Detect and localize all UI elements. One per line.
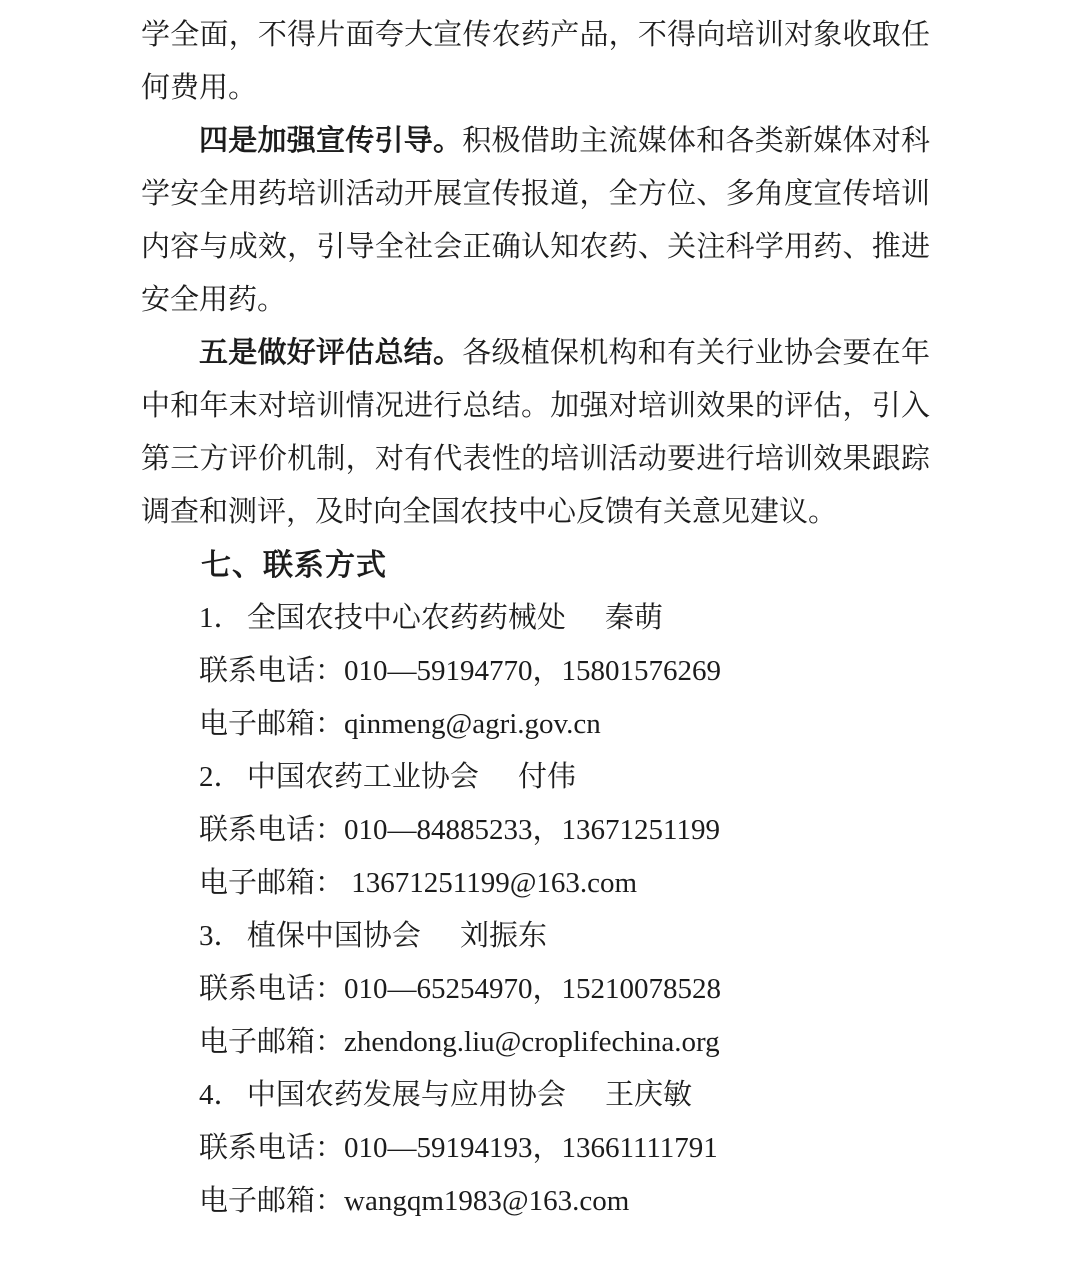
paragraph-text: 积极借助主流媒体和各类新媒体对科学安全用药培训活动开展宣传报道，全方位、多角度宣传培训内容与成效，引导全社会正确认知农药、关注科学用药、推进安全用药。: [141, 125, 930, 316]
contact-phone-line: [141, 804, 930, 857]
contacts-list: [141, 592, 930, 1228]
phone-value: 010—59194193，13661111791: [344, 1132, 718, 1164]
contact-person: 秦萌: [605, 602, 664, 634]
contact-org: 全国农技中心农药药械处: [246, 602, 566, 634]
contact-email-line: [141, 1016, 930, 1069]
contact-email-line: [141, 857, 930, 910]
phone-label: 联系电话：: [199, 973, 345, 1005]
contact-email-line: [141, 1175, 930, 1228]
body-paragraph: [141, 327, 930, 539]
email-label: 电子邮箱：: [199, 708, 345, 740]
contact-person: 王庆敏: [605, 1079, 693, 1111]
email-value: zhendong.liu@croplifechina.org: [344, 1026, 720, 1058]
email-label: 电子邮箱：: [199, 867, 345, 899]
phone-label: 联系电话：: [199, 1132, 345, 1164]
contact-number: 1．: [199, 602, 243, 634]
contact-phone-line: [141, 963, 930, 1016]
paragraph-lead: 四是加强宣传引导。: [199, 125, 463, 157]
phone-value: 010—84885233，13671251199: [344, 814, 720, 846]
phone-value: 010—59194770，15801576269: [344, 655, 722, 687]
body-paragraphs: [141, 9, 930, 539]
body-paragraph: [141, 9, 930, 115]
phone-label: 联系电话：: [199, 814, 345, 846]
contact-person: 付伟: [518, 761, 577, 793]
document-body: [141, 9, 930, 1228]
contact-number: 2．: [199, 761, 243, 793]
paragraph-text: 学全面，不得片面夸大宣传农药产品，不得向培训对象收取任何费用。: [141, 19, 930, 104]
contact-org: 中国农药工业协会: [246, 761, 479, 793]
contact-number: 4．: [199, 1079, 243, 1111]
phone-value: 010—65254970，15210078528: [344, 973, 722, 1005]
email-value: 13671251199@163.com: [344, 867, 638, 899]
contact-phone-line: [141, 1122, 930, 1175]
phone-label: 联系电话：: [199, 655, 345, 687]
paragraph-lead: 五是做好评估总结。: [199, 337, 463, 369]
contacts-section-heading: 七、联系方式: [201, 549, 387, 582]
contact-org: 中国农药发展与应用协会: [246, 1079, 566, 1111]
paragraph-text: 各级植保机构和有关行业协会要在年中和年末对培训情况进行总结。加强对培训效果的评估，引入第三方评价机制，对有代表性的培训活动要进行培训效果跟踪调查和测评，及时向全国农技中心反馈有关意见建议。: [141, 337, 930, 528]
contact-org: 植保中国协会: [246, 920, 421, 952]
email-label: 电子邮箱：: [199, 1185, 345, 1217]
contact-email-line: [141, 698, 930, 751]
email-value: qinmeng@agri.gov.cn: [344, 708, 601, 740]
contact-person: 刘振东: [460, 920, 548, 952]
contact-phone-line: [141, 645, 930, 698]
contact-title-line: [141, 910, 930, 963]
body-paragraph: [141, 115, 930, 327]
email-value: wangqm1983@163.com: [344, 1185, 630, 1217]
contact-title-line: [141, 751, 930, 804]
email-label: 电子邮箱：: [199, 1026, 345, 1058]
contact-title-line: [141, 1069, 930, 1122]
contact-title-line: [141, 592, 930, 645]
contact-number: 3．: [199, 920, 243, 952]
